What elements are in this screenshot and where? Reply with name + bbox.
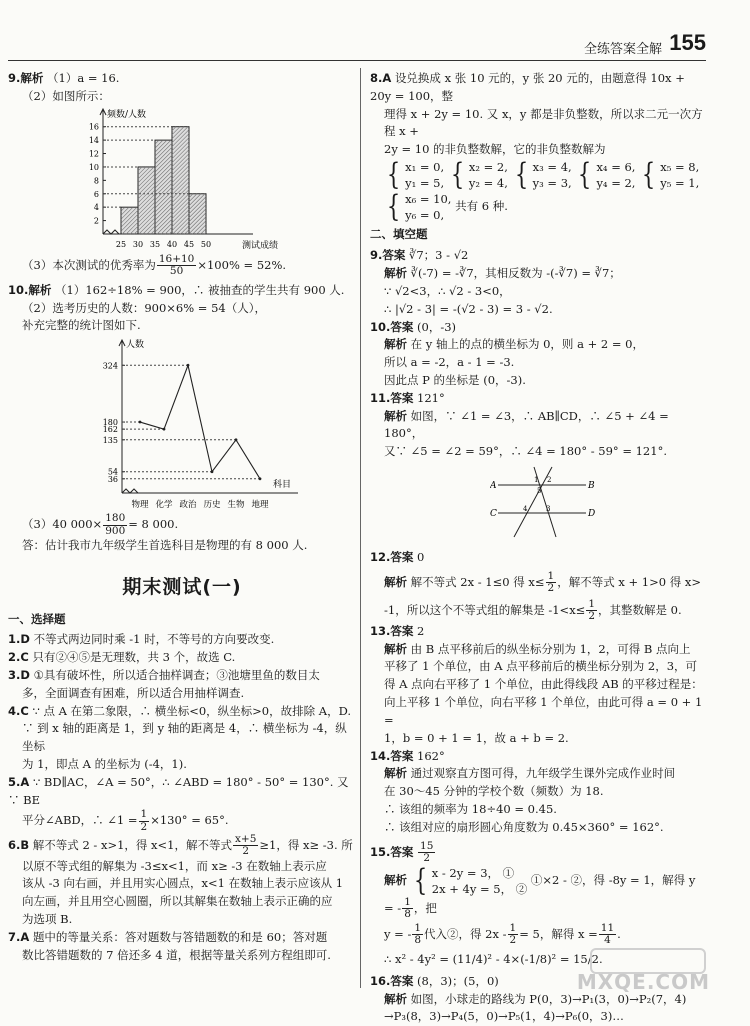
q10-label: 10.解析: [8, 283, 51, 297]
data-point: [187, 364, 190, 367]
y-tick-label: 16: [89, 122, 99, 131]
mc-item: 为选项 B.: [8, 911, 356, 929]
watermark: MXQE.COM: [577, 970, 710, 994]
q11-answer-label: 11.答案: [370, 391, 413, 405]
q14-answer: 162°: [417, 749, 445, 763]
mc-item: 多，全面调查有困难，所以适合用抽样调查.: [8, 685, 356, 703]
q16-analysis-line: 如图，小球走的路线为 P(0，3)→P₁(3，0)→P₂(7，4): [411, 992, 687, 1006]
y-tick-label: 324: [103, 361, 118, 370]
mc-item: 2.C 只有②④⑤是无理数，共 3 个，故选 C.: [8, 649, 356, 667]
q12-analysis-line: -1，所以这个不等式组的解集是 -1<x≤ $\frac{1}{2}$ ，其整数解是 0.: [370, 599, 706, 623]
x-tick-label: 35: [150, 240, 160, 249]
analysis-label: 解析: [384, 337, 407, 351]
q10-line1: （1）162÷18% = 900，∴ 被抽查的学生共有 900 人.: [55, 283, 344, 297]
x-tick-label: 30: [133, 240, 143, 249]
mc-item: ∵ 到 x 轴的距离是 1，到 y 轴的距离是 4，∴ 横坐标为 -4，纵坐标: [8, 720, 356, 756]
q9-line3-pre: （3）本次测试的优秀率为: [22, 258, 156, 272]
y-tick-label: 12: [89, 149, 99, 158]
section-choice-title: 一、选择题: [8, 611, 356, 629]
q12-answer: 0: [417, 550, 424, 564]
parallel-lines-figure: [490, 463, 706, 547]
q9-line2: （2）如图所示：: [8, 88, 356, 106]
q10-analysis-line: 因此点 P 的坐标是 (0，-3).: [370, 372, 706, 390]
q14-analysis-line: ∴ 该组对应的扇形圆心角度数为 0.45×360° = 162°.: [370, 819, 706, 837]
q10-fraction: $\frac{180}{900}$: [103, 513, 127, 537]
mc-item: 3.D ①具有破坏性，所以适合抽样调查；③池塘里鱼的数目太: [8, 667, 356, 685]
q15-system: 解析 { x - 2y = 3， ① 2x + 4y = 5， ② ①×2 - ②，得 -8y = 1，解得 y = - $\frac{1}{8}$ ，把: [370, 865, 706, 921]
q9-line3-post: ×100% = 52%.: [197, 258, 286, 272]
analysis-label: 解析: [384, 642, 407, 656]
q12-answer-label: 12.答案: [370, 550, 413, 564]
mc-item: 以原不等式组的解集为 -3≤x<1，而 x≥ -3 在数轴上表示应: [8, 858, 356, 876]
q16-analysis-line: →P₃(8，3)→P₄(5，0)→P₅(1，4)→P₆(0，3)…: [370, 1008, 706, 1026]
angle-1: 1: [534, 476, 538, 484]
q8-line: 2y = 10 的非负整数解，它的非负整数解为: [370, 141, 706, 159]
q10-line2: （2）选考历史的人数：900×6% = 54（人），: [8, 300, 356, 318]
y-axis-label: 人数: [126, 338, 144, 350]
label-d: D: [587, 509, 595, 519]
mc-item: 平分∠ABD，∴ ∠1 = $\frac{1}{2}$ ×130° = 65°.: [8, 809, 356, 833]
q10-analysis-line: 在 y 轴上的点的横坐标为 0，则 a + 2 = 0，: [411, 337, 644, 351]
y-tick-label: 54: [108, 468, 118, 477]
q13-analysis-line: 1，b = 0 + 1 = 1，故 a + b = 2.: [370, 730, 706, 748]
y-tick-label: 135: [103, 436, 118, 445]
angle-3: 3: [546, 505, 550, 513]
x-tick-label: 生物: [227, 499, 245, 510]
q8-solutions: { x₁ = 0, y₁ = 5, { x₂ = 2, y₂ = 4, { x₃ = 4, y₃ = 3, { x₄ = 6, y₄ = 2, { x₅ = 8, y₅ = 1, { x₆ = 10, y₆ = 0, 共有 6 种.: [370, 159, 706, 223]
analysis-label: 解析: [384, 409, 407, 423]
q14-analysis-line: 在 30～45 分钟的学校个数（频数）为 18.: [370, 783, 706, 801]
histogram-svg: [8, 106, 308, 254]
label-a: A: [490, 481, 497, 491]
y-tick-label: 4: [94, 203, 99, 212]
q10-line5: 答：估计我市九年级学生首选科目是物理的有 8 000 人.: [8, 537, 356, 555]
q13-analysis-line: 由 B 点平移前后的纵坐标分别为 1，2，可得 B 点向上: [411, 642, 691, 656]
mc-list: [8, 631, 356, 964]
axis-break: [122, 489, 138, 493]
section-fill-title: 二、填空题: [370, 226, 706, 244]
q14-answer-label: 14.答案: [370, 749, 413, 763]
header-title: 全练答案全解: [584, 38, 662, 57]
left-column: [8, 70, 356, 965]
q10-answer-label: 10.答案: [370, 320, 413, 334]
x-tick-label: 历史: [203, 499, 221, 510]
q9-analysis-line: ∛(-7) = -∛7，其相反数为 -(-∛7) = ∛7；: [411, 266, 621, 280]
x-tick-label: 政治: [179, 499, 197, 510]
mc-item: 数比答错题数的 7 倍还多 4 道，根据等量关系列方程组即可.: [8, 947, 356, 965]
histogram-bar: [189, 193, 206, 233]
mc-item: 6.B 解不等式 2 - x>1，得 x<1，解不等式 $\frac{x+5}{2}$ ≥1，得 x≥ -3. 所: [8, 834, 356, 858]
q15-analysis-line: ∴ x² - 4y² = (11/4)² - 4×(-1/8)² = 15/2.: [370, 951, 706, 969]
angle-4: 4: [523, 505, 528, 513]
q10-analysis-line: 所以 a = -2，a - 1 = -3.: [370, 354, 706, 372]
mc-item: 为 1，即点 A 的坐标为 (-4，1).: [8, 756, 356, 774]
y-tick-label: 162: [103, 425, 118, 434]
line-chart-svg: [8, 335, 308, 513]
y-tick-label: 8: [94, 176, 99, 185]
data-point: [139, 421, 142, 424]
q11-answer: 121°: [417, 391, 445, 405]
y-tick-label: 10: [89, 163, 99, 172]
page-header: [0, 0, 750, 62]
q16-answer-label: 16.答案: [370, 974, 413, 988]
q13-analysis-line: 向上平移 1 个单位，向右平移 1 个单位，由此可得 a = 0 + 1 =: [370, 694, 706, 730]
q13-analysis-line: 平移了 1 个单位，由 A 点平移前后的横坐标分别为 2，3，可: [370, 658, 706, 676]
x-tick-label: 45: [184, 240, 194, 249]
q15-analysis-line: y = - $\frac{1}{8}$ 代入②，得 2x - $\frac{1}{2}$ = 5，解得 x = $\frac{11}{4}$ .: [370, 923, 706, 947]
q8-label: 8.A: [370, 71, 391, 85]
q13-answer-label: 13.答案: [370, 624, 413, 638]
q13-analysis-line: 得 A 点向右平移了 1 个单位，由此得线段 AB 的平移过程是：: [370, 676, 706, 694]
q14-analysis-line: ∴ 该组的频率为 18÷40 = 0.45.: [370, 801, 706, 819]
q15-answer: $\frac{15}{2}$: [418, 841, 435, 865]
analysis-label: 解析: [384, 575, 407, 589]
mc-item: 5.A ∵ BD∥AC，∠A = 50°，∴ ∠ABD = 180° - 50° = 130°. 又∵ BE: [8, 774, 356, 810]
x-axis-label: 测试成绩: [242, 239, 278, 251]
axis-break: [103, 230, 119, 234]
x-tick-label: 25: [116, 240, 126, 249]
line-chart: [8, 335, 356, 513]
q9-answer-label: 9.答案: [370, 248, 405, 262]
q15-answer-label: 15.答案: [370, 845, 413, 859]
header-rule: [8, 60, 706, 61]
analysis-label: 解析: [384, 766, 407, 780]
label-b: B: [587, 481, 595, 491]
x-tick-label: 物理: [131, 499, 149, 510]
mc-item: 1.D 不等式两边同时乘 -1 时，不等号的方向要改变.: [8, 631, 356, 649]
mc-item: 7.A 题中的等量关系：答对题数与答错题数的和是 60；答对题: [8, 929, 356, 947]
q9-answer: ∛7；3 - √2: [409, 248, 468, 262]
q10-line4-pre: （3）40 000×: [22, 517, 102, 531]
x-tick-label: 50: [201, 240, 211, 249]
column-divider: [360, 68, 361, 988]
data-point: [163, 428, 166, 431]
data-point: [211, 470, 214, 473]
series-line: [140, 365, 260, 479]
q10-answer: (0，-3): [417, 320, 456, 334]
q8-line: 理得 x + 2y = 10. 又 x，y 都是非负整数，所以求二元一次方程 x +: [370, 106, 706, 142]
q9-fraction: $\frac{16+10}{50}$: [157, 254, 197, 278]
x-tick-label: 地理: [251, 499, 269, 510]
y-tick-label: 36: [108, 475, 118, 484]
page-number: 155: [669, 30, 706, 56]
x-axis-label: 科目: [273, 478, 291, 490]
x-tick-label: 40: [167, 240, 177, 249]
analysis-label: 解析: [384, 992, 407, 1006]
q13-answer: 2: [417, 624, 424, 638]
q10-line3: 补充完整的统计图如下.: [8, 317, 356, 335]
angle-2: 2: [547, 476, 551, 484]
right-column: 8.A 设兑换成 x 张 10 元的，y 张 20 元的，由题意得 10x + 20y = 100，整 理得 x + 2y = 10. 又 x，y 都是非负整数，所以求二元一次方程 x + 2y = 10 的非负整数解，它的非负整数解为 { x₁ = 0, y₁ = 5, { x₂ = 2, y₂ = 4, { x₃ = 4, y₃ = 3, { x₄ = 6, y₄ = 2, { x₅ = 8, y₅ = 1, { x₆ = 10, y₆ = 0, 共有 6 种. 二、填空题 9.答案 ∛7；3 - √2 解析 ∛(-7) = -∛7，其相反数为 -(-∛7) = ∛7； ∵ √2<3，∴ √2 - 3<0， ∴ |√2 - 3| = -(√2 - 3) = 3 - √2. 10.答案 (0，-3) 解析 在 y 轴上的点的横坐标为 0，则 a + 2 = 0， 所以 a = -2，a - 1 = -3. 因此点 P 的坐标是 (0，-3). 11.答案 121° 解析 如图，∵ ∠1 = ∠3，∴ AB∥CD，∴ ∠5 + ∠4 = 180°， 又∵ ∠5 = ∠2 = 59°，∴ ∠4 = 180° - 59° = 121°. A B C D 1 2 5 4 3 12.答案 0 解析 解不等式 2x - 1≤0 得 x≤ $\frac{1}{2}$ ，解不等式 x + 1>0 得 x> -1，所以这个不等式组的解集是 -1<x≤ $\frac{1}{2}$ ，其整数解是 0. 13.答案 2 解析 由 B 点平移前后的纵坐标分别为 1，2，可得 B 点向上 平移了 1 个单位，由 A 点平移前后的横坐标分别为 2，3，可 得 A 点向右平移了 1 个单位，由此得线段 AB 的平移过程是： 向上平移 1 个单位，向右平移 1 个单位，由此可得 a = 0 + 1 = 1，b = 0 + 1 = 1，故 a + b = 2. 14.答案 162° 解析 通过观察直方图可得，九年级学生课外完成作业时间 在 30～45 分钟的学校个数（频数）为 18. ∴ 该组的频率为 18÷40 = 0.45. ∴ 该组对应的扇形圆心角度数为 0.45×360° = 162°. 15.答案 $\frac{15}{2}$ 解析 { x - 2y = 3， ① 2x + 4y = 5， ② ①×2 - ②，得 -8y = 1，解得 y = - $\frac{1}{8}$ ，把 y = - $\frac{1}{8}$ 代入②，得 2x - $\frac{1}{2}$ = 5，解得 x = $\frac{11}{4}$ . ∴ x² - 4y² = (11/4)² - 4×(-1/8)² = 15/2. 16.答案 (8，3)；(5，0) 解析 如图，小球走的路线为 P(0，3)→P₁(3，0)→P₂(7，4) →P₃(8，3)→P₄(5，0)→P₅(1，4)→P₆(0，3)…: [370, 70, 706, 1026]
histogram-chart: [8, 106, 356, 254]
x-tick-label: 化学: [155, 499, 173, 510]
q9-label: 9.解析: [8, 71, 43, 85]
y-axis-label: 频数/人数: [107, 108, 146, 120]
q10-line4-post: = 8 000.: [128, 517, 178, 531]
q11-analysis-line: 又∵ ∠5 = ∠2 = 59°，∴ ∠4 = 180° - 59° = 121°.: [370, 443, 706, 461]
q11-analysis-line: 如图，∵ ∠1 = ∠3，∴ AB∥CD，∴ ∠5 + ∠4 = 180°，: [384, 409, 669, 441]
q8-line: 设兑换成 x 张 10 元的，y 张 20 元的，由题意得 10x + 20y = 100，整: [370, 71, 685, 103]
data-point: [235, 439, 238, 442]
y-tick-label: 180: [103, 418, 118, 427]
q9-line1: （1）a = 16.: [47, 71, 119, 85]
y-tick-label: 2: [94, 216, 99, 225]
mc-item: 该从 -3 向右画，并且用实心圆点，x<1 在数轴上表示应该从 1: [8, 875, 356, 893]
analysis-label: 解析: [384, 266, 407, 280]
mc-item: 4.C ∵ 点 A 在第二象限，∴ 横坐标<0，纵坐标>0，故排除 A，D.: [8, 703, 356, 721]
q14-analysis-line: 通过观察直方图可得，九年级学生课外完成作业时间: [411, 766, 676, 780]
q9-analysis-line: ∴ |√2 - 3| = -(√2 - 3) = 3 - √2.: [370, 301, 706, 319]
y-tick-label: 14: [89, 136, 99, 145]
chapter-title: 期末测试(一): [8, 573, 356, 602]
label-c: C: [490, 509, 497, 519]
data-point: [259, 478, 262, 481]
parallel-lines-svg: [490, 463, 600, 541]
q16-answer: (8，3)；(5，0): [417, 974, 499, 988]
mc-item: 向左画，并且用空心圆圈，所以其解集在数轴上表示正确的应: [8, 893, 356, 911]
y-tick-label: 6: [94, 189, 99, 198]
angle-5: 5: [537, 487, 541, 495]
q9-analysis-line: ∵ √2<3，∴ √2 - 3<0，: [370, 283, 706, 301]
